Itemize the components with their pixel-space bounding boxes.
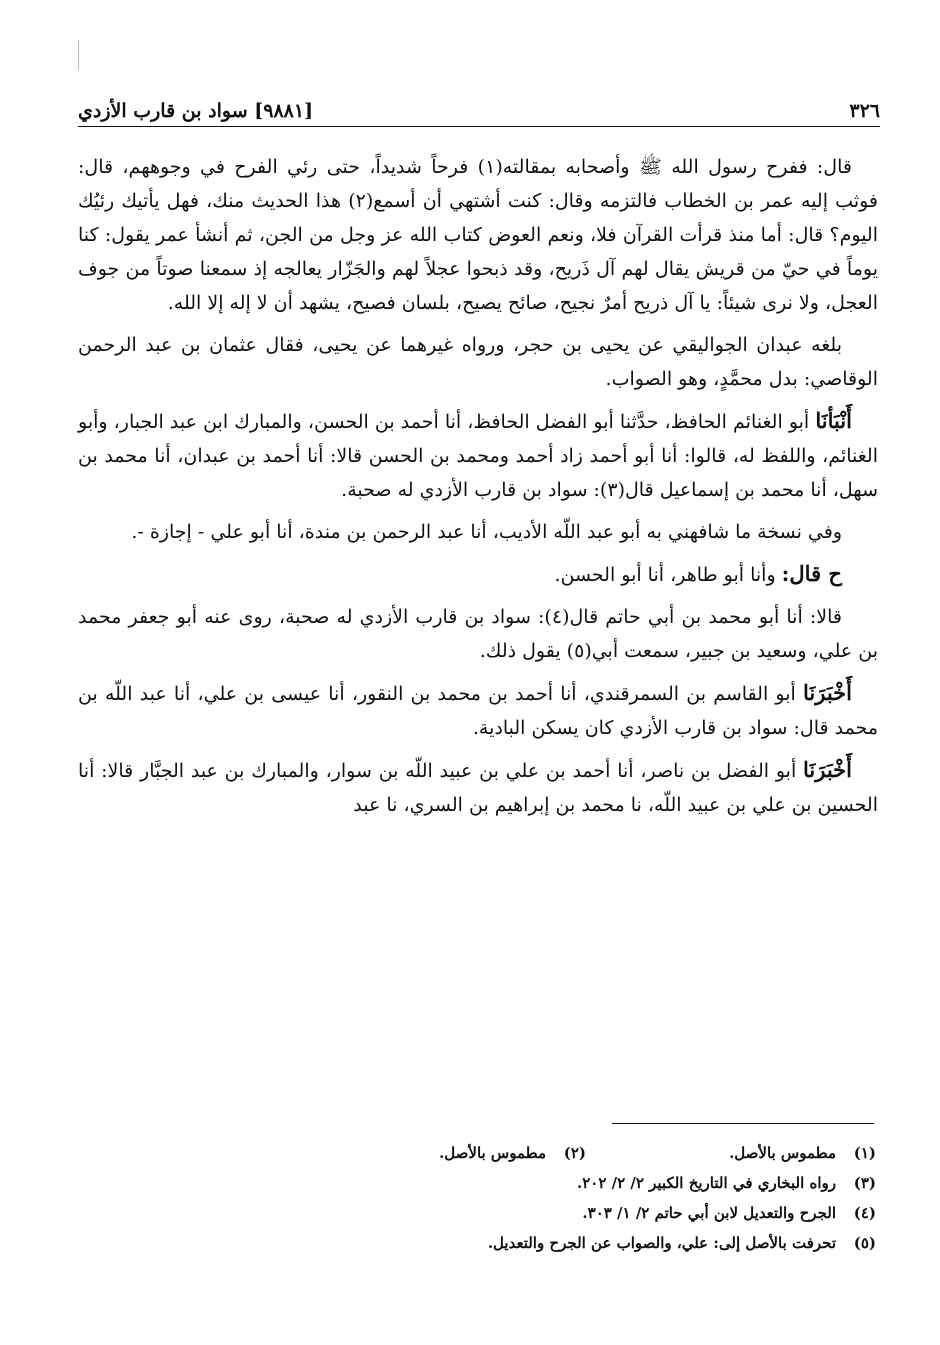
page-number: ٣٢٦ [849,100,880,122]
paragraph-6: قالا: أنا أبو محمد بن أبي حاتم قال(٤): سواد بن قارب الأزدي له صحبة، روى عنه أبو جعفر محمد بن علي، وسعيد بن جبير، سمعت أبي(٥) يقول ذلك. [78,606,878,662]
footnote-5 [100,1228,876,1258]
running-title: [٩٨٨١] سواد بن قارب الأزدي [78,100,314,122]
paragraph-3 [78,404,878,507]
paragraph-2: بلغه عبدان الجواليقي عن يحيى بن حجر، ورواه غيرهما عن يحيى، فقال عثمان بن عبد الرحمن الوقاصي: بدل محمَّدٍ، وهو الصواب. [78,334,878,390]
footnote-separator [612,1123,874,1124]
paragraph-5-text: وأنا أبو طاهر، أنا أبو الحسن. [554,564,776,586]
footnote-number: (٣) [853,1174,876,1192]
footnotes [100,1138,876,1258]
footnote-1 [676,1138,876,1168]
page-header [78,86,880,127]
footnote-text: مطموس بالأصل. [729,1144,836,1162]
paragraph-7 [78,676,878,745]
paragraph-3-keyword: أَنْبَأنَا [815,408,852,433]
footnote-text: مطموس بالأصل. [439,1144,546,1162]
footnote-number: (٥) [853,1234,876,1252]
footnote-row [100,1138,876,1168]
footnote-text: رواه البخاري في التاريخ الكبير ٢/ ٢/ ٢٠٢. [576,1174,836,1192]
footnote-4 [100,1198,876,1228]
footnote-number: (١) [853,1144,876,1162]
footnote-2 [439,1138,586,1168]
footnote-text: تحرفت بالأصل إلى: علي، والصواب عن الجرح والتعديل. [487,1234,836,1252]
paragraph-4: وفي نسخة ما شافهني به أبو عبد اللّه الأديب، أنا عبد الرحمن بن مندة، أنا أبو علي - إجازة -. [131,521,842,543]
footnote-3 [100,1168,876,1198]
main-text [78,150,878,830]
paragraph-8 [78,753,878,822]
scan-margin-mark [78,40,79,70]
paragraph-8-keyword: أَخْبَرَنَا [803,757,852,782]
footnote-text: الجرح والتعديل لابن أبي حاتم ٢/ ١/ ٣٠٣. [582,1204,836,1222]
footnote-number: (٢) [563,1144,586,1162]
paragraph-5-keyword: ح قال: [781,561,842,586]
paragraph-7-keyword: أَخْبَرَنَا [803,680,852,705]
paragraph-5 [78,557,878,592]
paragraph-3-text: أبو الغنائم الحافظ، حدَّثنا أبو الفضل الحافظ، أنا أحمد بن الحسن، والمبارك ابن عبد الجبار، وأبو الغنائم، واللفظ له، قالوا: أنا أبو أحمد زاد أحمد ومحمد بن الحسن قالا: أنا أحمد بن عبدان، أنا محمد بن سهل، أنا محمد بن إسماعيل قال(٣): سواد بن قارب الأزدي له صحبة. [78,411,878,501]
paragraph-7-text: أبو القاسم بن السمرقندي، أنا أحمد بن محمد بن النقور، أنا عيسى بن علي، أنا عبد اللّه بن محمد قال: سواد بن قارب الأزدي كان يسكن البادية. [78,683,878,739]
footnote-number: (٤) [853,1204,876,1222]
paragraph-1: قال: ففرح رسول الله ﷺ وأصحابه بمقالته(١) فرحاً شديداً، حتى رئي الفرح في وجوههم، قال: فوثب إليه عمر بن الخطاب فالتزمه وقال: كنت أشتهي أن أسمع(٢) هذا الحديث منك، فهل يأتيك رئيُك اليوم؟ قال: أما منذ قرأت القرآن فلا، ونعم العوض كتاب الله عز وجل من الجن، ثم أنشأ عمر يقول: كنا يوماً في حيّ من قريش يقال لهم آل ذَريح، وقد ذبحوا عجلاً لهم والجَزّار يعالجه إذ سمعنا صوتاً من جوف العجل، ولا نرى شيئاً: يا آل ذريح أمرٌ نجيح، صائح يصيح، بلسان فصيح، يشهد أن لا إله إلا الله. [78,156,879,314]
paragraph-8-text: أبو الفضل بن ناصر، أنا أحمد بن علي بن عبيد اللّه بن سوار، والمبارك بن عبد الجبَّار قالا: أنا الحسين بن علي بن عبيد اللّه، نا محمد بن إبراهيم بن السري، نا عبد [78,760,878,816]
